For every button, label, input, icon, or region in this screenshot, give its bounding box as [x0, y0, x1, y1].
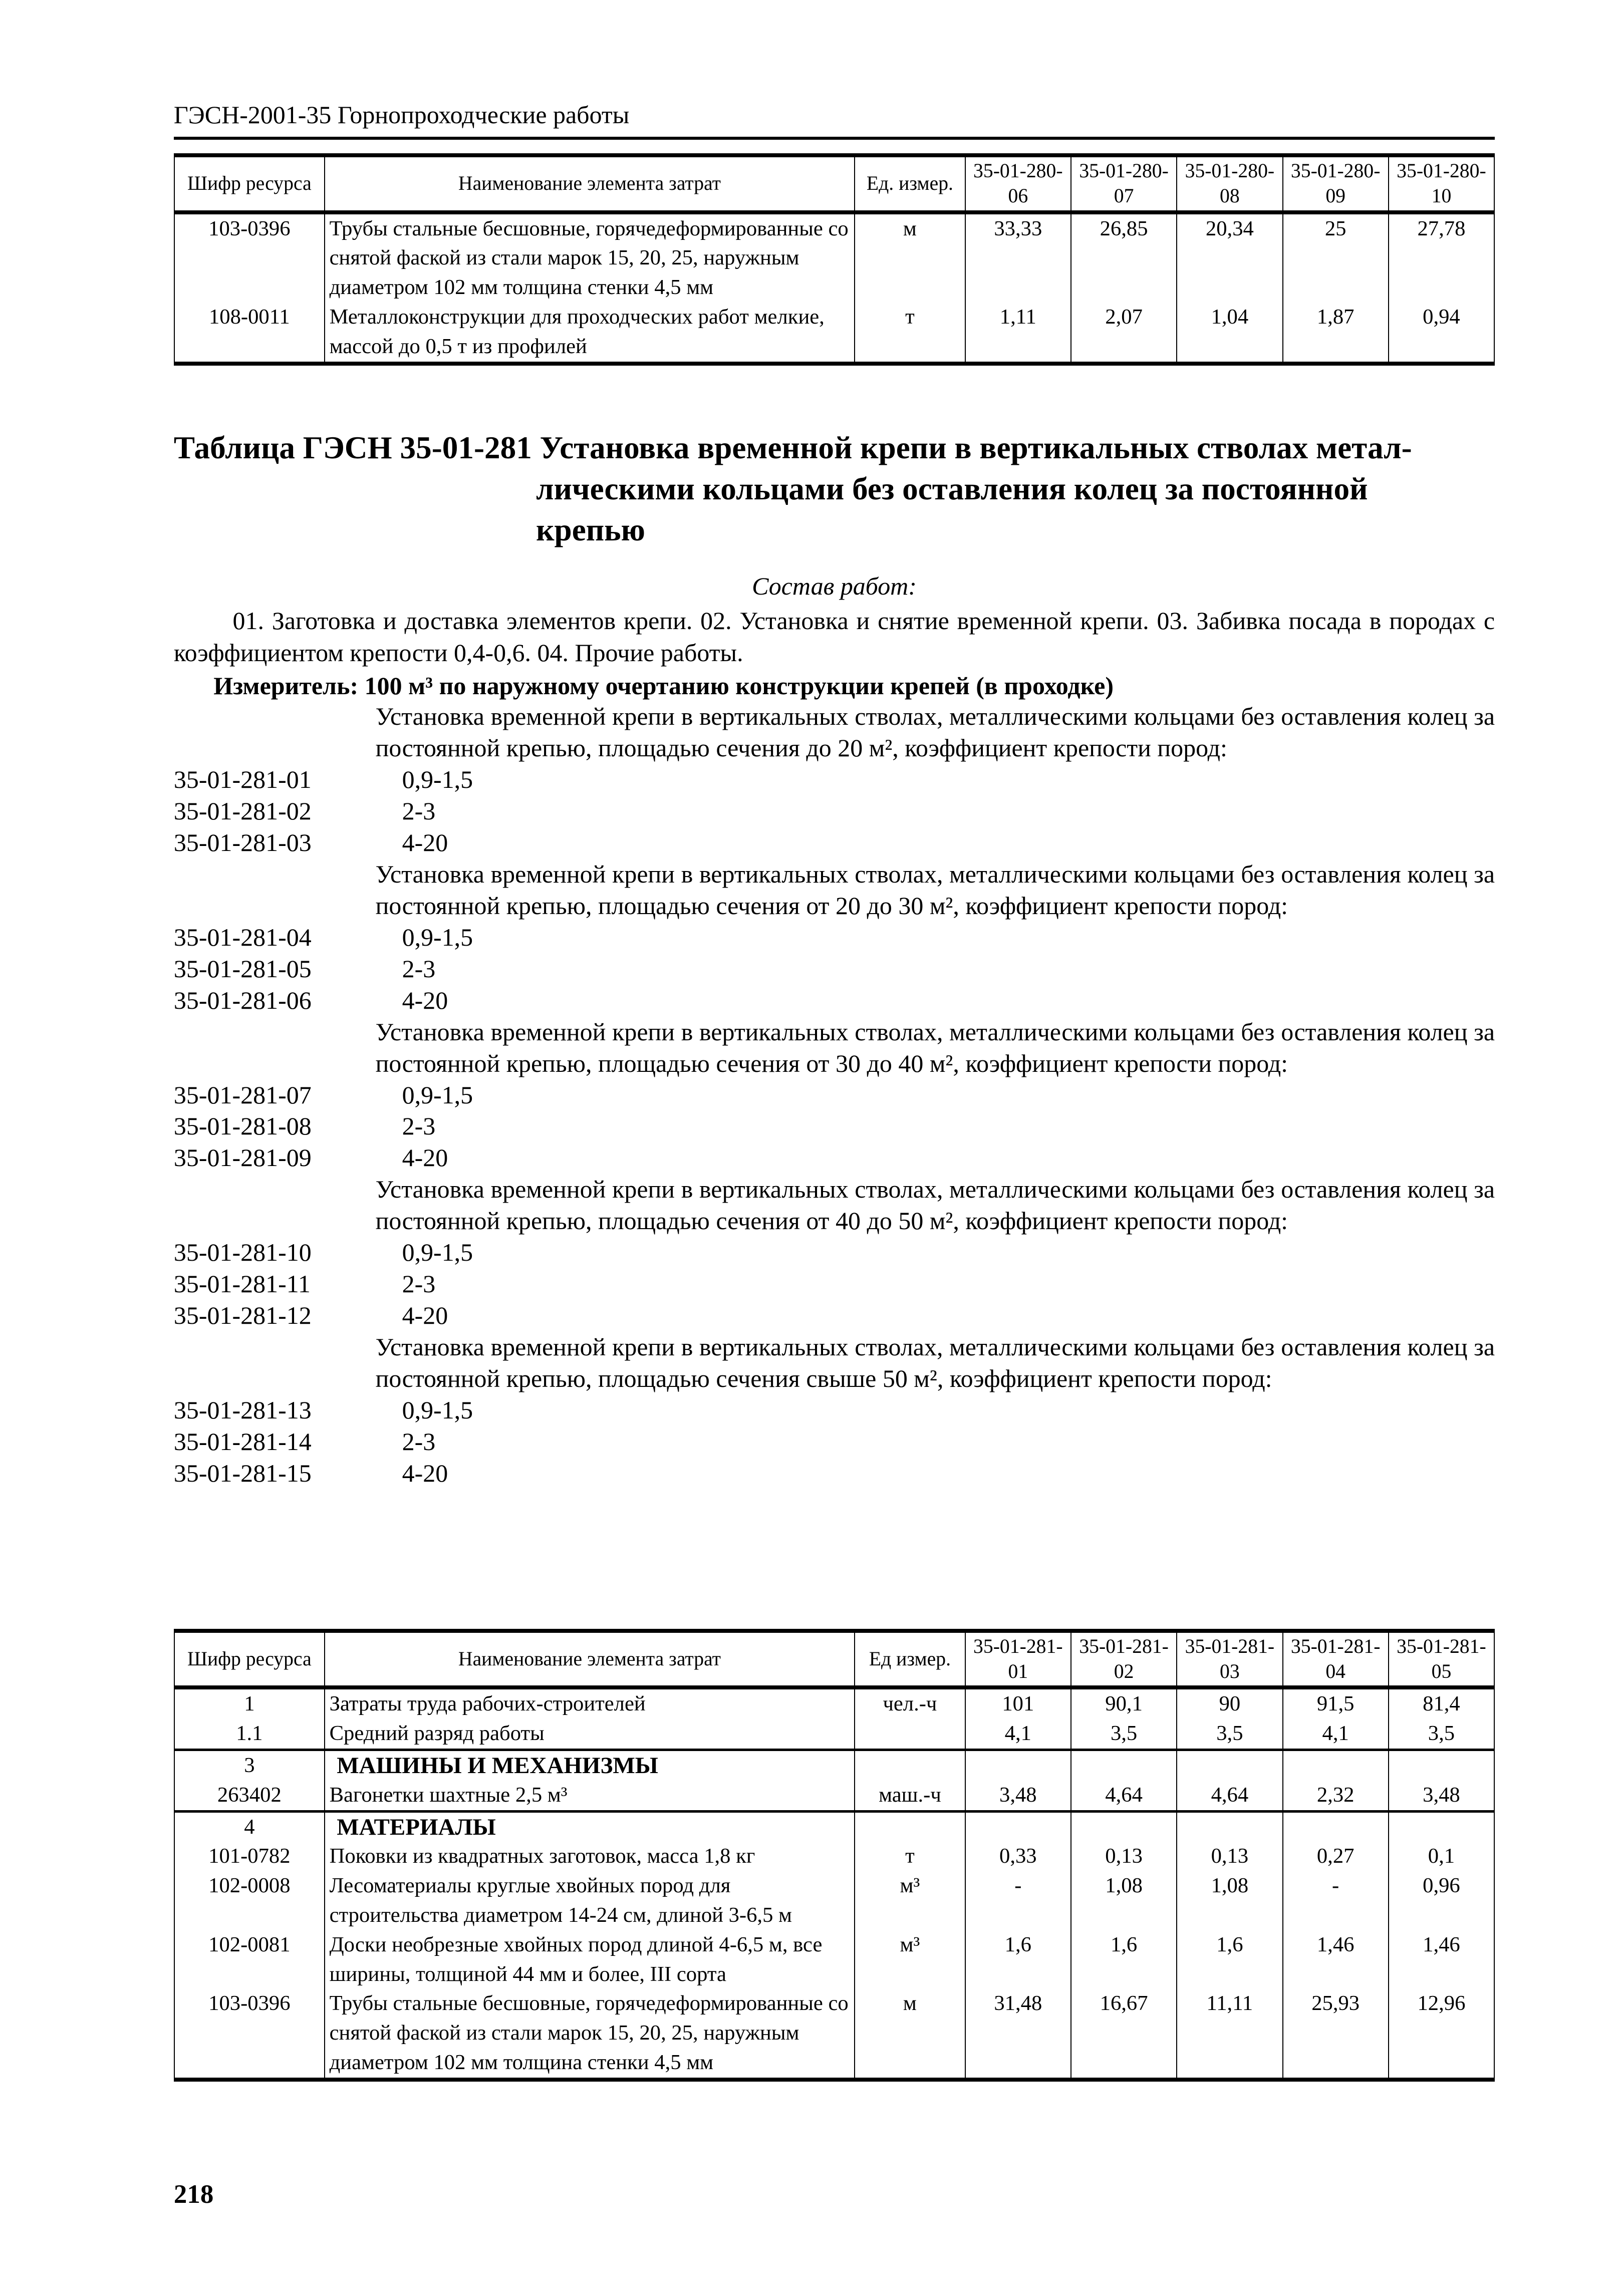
resource-code: 4 [174, 1811, 325, 1842]
col-norm: 35-01-280-07 [1071, 155, 1177, 212]
meter-text: 100 м³ по наружному очертанию конструкции крепей (в проходке) [364, 671, 1114, 700]
meter-line [213, 670, 1534, 702]
table-row [174, 1781, 1494, 1811]
table-title [174, 427, 1499, 551]
norm-item [174, 795, 1495, 827]
resource-code: 108-0011 [174, 303, 325, 364]
norm-code: 35-01-281-02 [173, 797, 312, 825]
value: 16,67 [1071, 1989, 1177, 2079]
norm-item [174, 953, 1495, 985]
resource-name: Вагонетки шахтные 2,5 м³ [325, 1781, 855, 1811]
value [1071, 1811, 1177, 1842]
value: 1,6 [1071, 1930, 1177, 1989]
col-unit: Ед измер. [855, 1631, 965, 1688]
norm-code: 35-01-281-08 [173, 1112, 312, 1140]
value: 1,6 [1177, 1930, 1282, 1989]
norm-item [174, 1110, 1495, 1142]
norm-item [174, 1426, 1495, 1458]
col-norm: 35-01-280-08 [1177, 155, 1282, 212]
resource-code: 263402 [174, 1781, 325, 1811]
table-row [174, 1687, 1494, 1719]
value: 1,08 [1071, 1871, 1177, 1930]
value: 11,11 [1177, 1989, 1282, 2079]
resource-code: 103-0396 [174, 212, 325, 303]
norm-value: 2-3 [402, 954, 436, 983]
col-norm: 35-01-281-03 [1177, 1631, 1282, 1688]
norm-item [174, 1237, 1495, 1268]
norm-item [174, 1458, 1495, 1489]
norm-value: 2-3 [402, 1427, 436, 1456]
value: 0,1 [1389, 1842, 1494, 1871]
composition-label: Состав работ: [752, 571, 917, 600]
value: 27,78 [1389, 212, 1494, 303]
value: 4,1 [965, 1719, 1071, 1750]
value: 0,94 [1389, 303, 1494, 364]
resource-code: 102-0008 [174, 1871, 325, 1930]
norm-code: 35-01-281-11 [173, 1270, 311, 1298]
page-number: 218 [173, 2180, 214, 2209]
norm-code: 35-01-281-14 [173, 1427, 312, 1456]
table-row [174, 1719, 1494, 1750]
value: 2,32 [1283, 1781, 1389, 1811]
title-line2: лическими кольцами без оставления колец за постоянной [536, 471, 1368, 506]
norm-list [174, 701, 1495, 1489]
resource-code: 102-0081 [174, 1930, 325, 1989]
unit: м [855, 212, 965, 303]
norm-item [174, 827, 1495, 858]
norm-value: 4-20 [402, 1459, 448, 1487]
value: - [965, 1871, 1071, 1930]
works-text: 01. Заготовка и доставка элементов крепи. 02. Установка и снятие временной крепи. 03. Забивка посада в породах с коэффициентом крепости 0,4-0,6. 04. Прочие работы. [173, 607, 1495, 667]
norm-code: 35-01-281-04 [173, 923, 312, 951]
norm-item [174, 1394, 1495, 1426]
unit [855, 1719, 965, 1750]
norm-item [174, 1079, 1495, 1111]
value [965, 1811, 1071, 1842]
norm-code: 35-01-281-09 [173, 1143, 312, 1172]
col-code: Шифр ресурса [174, 1631, 325, 1688]
value: 3,5 [1389, 1719, 1494, 1750]
unit: т [855, 1842, 965, 1871]
value: 31,48 [965, 1989, 1071, 2079]
col-code: Шифр ресурса [174, 155, 325, 212]
title-prefix: Таблица ГЭСН 35-01-281 [173, 430, 532, 465]
resource-name: МАШИНЫ И МЕХАНИЗМЫ [325, 1750, 855, 1781]
resource-name: Поковки из квадратных заготовок, масса 1,8 кг [325, 1842, 855, 1871]
col-name: Наименование элемента затрат [325, 1631, 855, 1688]
col-norm: 35-01-281-02 [1071, 1631, 1177, 1688]
norm-code: 35-01-281-05 [173, 954, 312, 983]
col-norm: 35-01-281-04 [1283, 1631, 1389, 1688]
value: 1,11 [965, 303, 1071, 364]
norm-value: 2-3 [402, 1270, 436, 1298]
value: 1,04 [1177, 303, 1282, 364]
norm-code: 35-01-281-01 [173, 765, 312, 794]
value: 81,4 [1389, 1687, 1494, 1719]
value: 3,48 [1389, 1781, 1494, 1811]
value: 3,48 [965, 1781, 1071, 1811]
norm-value: 2-3 [402, 1112, 436, 1140]
norm-code: 35-01-281-07 [173, 1080, 312, 1109]
value: 20,34 [1177, 212, 1282, 303]
resource-code: 1 [174, 1687, 325, 1719]
value: 33,33 [965, 212, 1071, 303]
col-norm: 35-01-280-06 [965, 155, 1071, 212]
resource-name: МАТЕРИАЛЫ [325, 1811, 855, 1842]
value: 0,13 [1177, 1842, 1282, 1871]
unit: маш.-ч [855, 1781, 965, 1811]
table-row [174, 1930, 1494, 1989]
value: 1,46 [1389, 1930, 1494, 1989]
unit: м³ [855, 1930, 965, 1989]
col-norm: 35-01-280-10 [1389, 155, 1494, 212]
table-row [174, 303, 1494, 364]
title-line1: Установка временной крепи в вертикальных стволах метал- [539, 430, 1412, 465]
value [1177, 1811, 1282, 1842]
value [1283, 1750, 1389, 1781]
value: - [1283, 1871, 1389, 1930]
norm-value: 0,9-1,5 [402, 765, 473, 794]
value: 25 [1283, 212, 1389, 303]
value: 91,5 [1283, 1687, 1389, 1719]
value: 0,27 [1283, 1842, 1389, 1871]
resource-name: Трубы стальные бесшовные, горячедеформированные со снятой фаской из стали марок 15, 20, 25, наружным диаметром 102 мм толщина стенки 4,5 мм [325, 1989, 855, 2079]
value: 1,87 [1283, 303, 1389, 364]
norm-item [174, 764, 1495, 795]
norm-value: 4-20 [402, 986, 448, 1014]
value: 2,07 [1071, 303, 1177, 364]
table-row [174, 1842, 1494, 1871]
norm-item [174, 1142, 1495, 1174]
meter-label: Измеритель: [213, 671, 359, 700]
value: 4,64 [1177, 1781, 1282, 1811]
running-header: ГЭСН-2001-35 Горнопроходческие работы [173, 100, 630, 129]
resource-table-281 [174, 1629, 1495, 2082]
value: 26,85 [1071, 212, 1177, 303]
col-unit: Ед. измер. [855, 155, 965, 212]
value: 3,5 [1177, 1719, 1282, 1750]
norm-code: 35-01-281-13 [173, 1395, 312, 1424]
resource-name: Трубы стальные бесшовные, горячедеформированные со снятой фаской из стали марок 15, 20, 25, наружным диаметром 102 мм толщина стенки 4,5 мм [325, 212, 855, 303]
table-row [174, 1811, 1494, 1842]
resource-code: 3 [174, 1750, 325, 1781]
table-row [174, 212, 1494, 303]
group-description: Установка временной крепи в вертикальных стволах, металлическими кольцами без оставления колец за постоянной крепью, площадью сечения свыше 50 м², коэффициент крепости пород: [375, 1332, 1495, 1392]
value: 1,08 [1177, 1871, 1282, 1930]
value: 12,96 [1389, 1989, 1494, 2079]
norm-item [174, 1268, 1495, 1300]
value [1389, 1750, 1494, 1781]
norm-value: 0,9-1,5 [402, 1080, 473, 1109]
norm-code: 35-01-281-10 [173, 1238, 312, 1267]
resource-name: Лесоматериалы круглые хвойных пород для строительства диаметром 14-24 см, длиной 3-6,5 м [325, 1871, 855, 1930]
unit [855, 1750, 965, 1781]
group-description: Установка временной крепи в вертикальных стволах, металлическими кольцами без оставления колец за постоянной крепью, площадью сечения от 20 до 30 м², коэффициент крепости пород: [375, 860, 1495, 920]
value: 0,33 [965, 1842, 1071, 1871]
value: 3,5 [1071, 1719, 1177, 1750]
resource-table-280 [174, 153, 1495, 366]
table-row [174, 1871, 1494, 1930]
title-line3: крепью [536, 512, 645, 548]
value: 1,6 [965, 1930, 1071, 1989]
resource-name: Средний разряд работы [325, 1719, 855, 1750]
value: 1,46 [1283, 1930, 1389, 1989]
value: 25,93 [1283, 1989, 1389, 2079]
norm-value: 4-20 [402, 1301, 448, 1329]
norm-item [174, 922, 1495, 953]
value [965, 1750, 1071, 1781]
col-name: Наименование элемента затрат [325, 155, 855, 212]
norm-item [174, 985, 1495, 1016]
resource-name: Доски необрезные хвойных пород длиной 4-6,5 м, все ширины, толщиной 44 мм и более, III сорта [325, 1930, 855, 1989]
value: 90 [1177, 1687, 1282, 1719]
col-norm: 35-01-281-05 [1389, 1631, 1494, 1688]
resource-name: Металлоконструкции для проходческих работ мелкие, массой до 0,5 т из профилей [325, 303, 855, 364]
norm-value: 0,9-1,5 [402, 1238, 473, 1267]
norm-item [174, 1300, 1495, 1331]
value [1177, 1750, 1282, 1781]
unit: чел.-ч [855, 1687, 965, 1719]
unit [855, 1811, 965, 1842]
value: 101 [965, 1687, 1071, 1719]
value: 90,1 [1071, 1687, 1177, 1719]
norm-code: 35-01-281-12 [173, 1301, 312, 1329]
unit: м³ [855, 1871, 965, 1930]
value [1071, 1750, 1177, 1781]
unit: т [855, 303, 965, 364]
norm-value: 4-20 [402, 828, 448, 857]
unit: м [855, 1989, 965, 2079]
table-row [174, 1989, 1494, 2079]
norm-value: 0,9-1,5 [402, 1395, 473, 1424]
value [1283, 1811, 1389, 1842]
table-row [174, 1750, 1494, 1781]
group-description: Установка временной крепи в вертикальных стволах, металлическими кольцами без оставления колец за постоянной крепью, площадью сечения от 30 до 40 м², коэффициент крепости пород: [375, 1017, 1495, 1077]
norm-code: 35-01-281-06 [173, 986, 312, 1014]
col-norm: 35-01-280-09 [1283, 155, 1389, 212]
value [1389, 1811, 1494, 1842]
group-description: Установка временной крепи в вертикальных стволах, металлическими кольцами без оставления колец за постоянной крепью, площадью сечения от 40 до 50 м², коэффициент крепости пород: [375, 1175, 1495, 1235]
value: 4,1 [1283, 1719, 1389, 1750]
norm-value: 2-3 [402, 797, 436, 825]
resource-name: Затраты труда рабочих-строителей [325, 1687, 855, 1719]
group-description: Установка временной крепи в вертикальных стволах, металлическими кольцами без оставления колец за постоянной крепью, площадью сечения до 20 м², коэффициент крепости пород: [375, 702, 1495, 762]
value: 4,64 [1071, 1781, 1177, 1811]
value: 0,13 [1071, 1842, 1177, 1871]
resource-code: 103-0396 [174, 1989, 325, 2079]
norm-value: 4-20 [402, 1143, 448, 1172]
norm-value: 0,9-1,5 [402, 923, 473, 951]
header-rule [174, 137, 1495, 140]
norm-code: 35-01-281-15 [173, 1459, 312, 1487]
value: 0,96 [1389, 1871, 1494, 1930]
col-norm: 35-01-281-01 [965, 1631, 1071, 1688]
resource-code: 1.1 [174, 1719, 325, 1750]
norm-code: 35-01-281-03 [173, 828, 312, 857]
resource-code: 101-0782 [174, 1842, 325, 1871]
